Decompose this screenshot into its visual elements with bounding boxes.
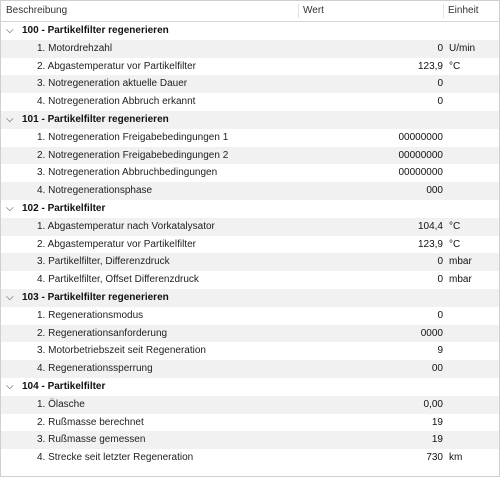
group-row[interactable] (1, 111, 499, 129)
group-title: 100 - Partikelfilter regenerieren (22, 25, 169, 36)
row-label: 3. Notregeneration Abbruchbedingungen (37, 167, 218, 179)
vertical-scrollbar[interactable] (496, 22, 499, 476)
row-value: 123,9 (417, 238, 443, 250)
row-label: 2. Rußmasse berechnet (37, 416, 144, 428)
column-divider[interactable] (298, 4, 299, 18)
table-row[interactable] (1, 431, 499, 449)
group-title: 103 - Partikelfilter regenerieren (22, 291, 169, 303)
row-label: 1. Notregeneration Freigabebedingungen 1 (37, 131, 229, 143)
row-unit: °C (449, 60, 461, 72)
row-value: 0 (437, 309, 443, 321)
group-row[interactable] (1, 22, 499, 40)
row-unit: km (449, 452, 463, 464)
column-header-description[interactable]: Beschreibung (6, 5, 68, 16)
row-value: 00000000 (398, 167, 443, 179)
table-row[interactable] (1, 325, 499, 343)
row-unit: °C (449, 238, 461, 250)
row-value: 00 (431, 363, 443, 375)
table-row[interactable] (1, 129, 499, 147)
column-divider[interactable] (443, 4, 444, 18)
group-title: 102 - Partikelfilter (22, 202, 106, 214)
row-value: 104,4 (417, 220, 443, 232)
row-label: 3. Rußmasse gemessen (37, 434, 146, 446)
row-label: 1. Regenerationsmodus (37, 309, 144, 321)
table-row[interactable] (1, 58, 499, 76)
table-row[interactable] (1, 218, 499, 236)
table-row[interactable] (1, 307, 499, 325)
table-row[interactable] (1, 396, 499, 414)
row-value: 0000 (420, 327, 443, 339)
column-header-value[interactable]: Wert (303, 5, 324, 16)
row-label: 4. Strecke seit letzter Regeneration (37, 452, 194, 464)
row-label: 1. Abgastemperatur nach Vorkatalysator (37, 220, 215, 232)
group-row[interactable] (1, 289, 499, 307)
group-row[interactable] (1, 200, 499, 218)
table-row[interactable] (1, 271, 499, 289)
row-value: 9 (437, 345, 443, 357)
row-unit: °C (449, 220, 461, 232)
row-value: 19 (431, 416, 443, 428)
table-row[interactable] (1, 342, 499, 360)
group-title: 101 - Partikelfilter regenerieren (22, 113, 169, 125)
chevron-down-icon[interactable]: ⌵ (6, 113, 14, 125)
row-value: 0 (437, 42, 443, 54)
row-value: 0 (437, 78, 443, 90)
row-label: 3. Partikelfilter, Differenzdruck (37, 256, 170, 268)
group-title: 104 - Partikelfilter (22, 380, 106, 392)
row-label: 4. Notregeneration Abbruch erkannt (37, 96, 196, 108)
row-label: 2. Abgastemperatur vor Partikelfilter (37, 60, 196, 72)
table-header (1, 1, 499, 22)
row-unit: mbar (449, 274, 472, 286)
table-row[interactable] (1, 253, 499, 271)
row-value: 00000000 (398, 149, 443, 161)
row-label: 3. Motorbetriebszeit seit Regeneration (37, 345, 206, 357)
table-row[interactable] (1, 75, 499, 93)
row-label: 1. Ölasche (37, 398, 85, 410)
row-label: 3. Notregeneration aktuelle Dauer (37, 78, 188, 90)
table-row[interactable] (1, 449, 499, 467)
row-unit: mbar (449, 256, 472, 268)
table-row[interactable] (1, 147, 499, 165)
table-row[interactable] (1, 236, 499, 254)
row-value: 0 (437, 274, 443, 286)
row-value: 00000000 (398, 131, 443, 143)
row-value: 0,00 (423, 398, 443, 410)
table-row[interactable] (1, 40, 499, 58)
partial-row (1, 467, 499, 475)
table-row[interactable] (1, 93, 499, 111)
column-header-unit[interactable]: Einheit (448, 5, 479, 16)
chevron-down-icon[interactable]: ⌵ (6, 380, 14, 392)
table-row[interactable] (1, 360, 499, 378)
group-row[interactable] (1, 378, 499, 396)
row-value: 0 (437, 256, 443, 268)
table-row[interactable] (1, 414, 499, 432)
table-row[interactable] (1, 164, 499, 182)
row-label: 2. Abgastemperatur vor Partikelfilter (37, 238, 196, 250)
row-label: 4. Notregenerationsphase (37, 185, 153, 197)
chevron-down-icon[interactable]: ⌵ (6, 291, 14, 303)
row-label: 2. Regenerationsanforderung (37, 327, 168, 339)
row-value: 730 (426, 452, 443, 464)
row-value: 123,9 (417, 60, 443, 72)
row-value: 000 (426, 185, 443, 197)
row-label: 4. Regenerationssperrung (37, 363, 153, 375)
row-label: 4. Partikelfilter, Offset Differenzdruck (37, 274, 199, 286)
row-value: 0 (437, 96, 443, 108)
table-body (1, 22, 499, 475)
chevron-down-icon[interactable]: ⌵ (6, 202, 14, 214)
row-unit: U/min (449, 42, 476, 54)
row-label: 2. Notregeneration Freigabebedingungen 2 (37, 149, 229, 161)
row-label: 1. Motordrehzahl (37, 42, 113, 54)
table-row[interactable] (1, 182, 499, 200)
chevron-down-icon[interactable]: ⌵ (6, 25, 14, 36)
row-value: 19 (431, 434, 443, 446)
